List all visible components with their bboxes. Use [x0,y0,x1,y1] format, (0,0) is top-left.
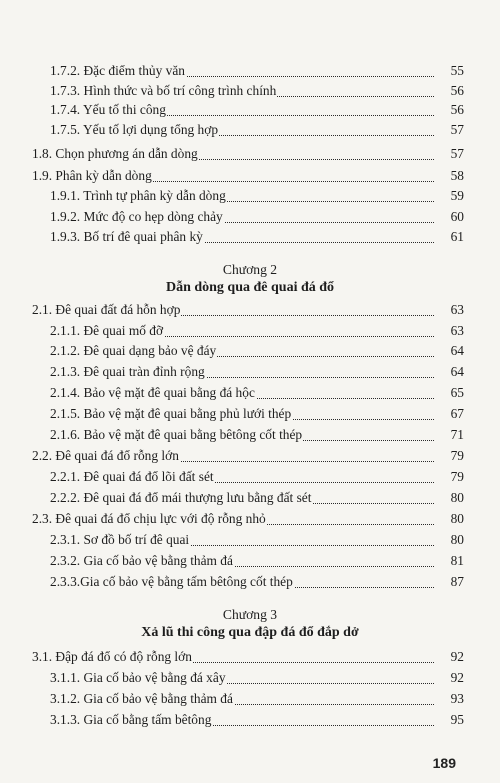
toc-entry [0,446,500,466]
toc-entry [0,404,500,424]
chapter-title: Xả lũ thi công qua đập đá đổ đắp dở [141,625,359,640]
toc-entry-page: 56 [434,81,464,101]
toc-entry-page: 57 [434,144,464,164]
toc-entry-label: 2.1.2. Đê quai dạng bảo vệ đáy [50,341,217,361]
toc-entry [0,300,500,320]
toc-entry-page: 67 [434,404,464,424]
toc-entry-label: 2.3.3.Gia cố bảo vệ bằng tấm bêtông cốt thép [50,572,294,592]
toc-entry-label: 1.9.2. Mức độ co hẹp dòng chảy [50,207,224,227]
toc-entry-label: 2.1.6. Bảo vệ mặt đê quai bằng bêtông cốt thép [50,425,303,445]
toc-entry [0,647,500,667]
toc-entry-page: 60 [434,207,464,227]
toc-entry-page: 61 [434,227,464,247]
toc-entry-page: 95 [434,710,464,730]
toc-entry [0,144,500,164]
toc-entry [0,186,500,206]
toc-entry [0,710,500,730]
toc-entry-page: 57 [434,120,464,140]
toc-entry-label: 2.3. Đê quai đá đổ chịu lực với độ rỗng nhỏ [32,509,267,529]
chapter-label: Chương 3 [222,607,278,622]
toc-entry-page: 56 [434,100,464,120]
toc-entry-label: 2.1. Đê quai đất đá hỗn hợp [32,300,181,320]
toc-entry-page: 92 [434,668,464,688]
toc-entry [0,81,500,101]
toc-entry-label: 2.2.1. Đê quai đá đổ lõi đất sét [50,467,215,487]
toc-entry-label: 2.1.4. Bảo vệ mặt đê quai bằng đá hộc [50,383,256,403]
toc-entry-label: 2.1.1. Đê quai mố đỡ [50,321,164,341]
toc-entry-label: 2.1.5. Bảo vệ mặt đê quai bằng phủ lưới thép [50,404,292,424]
toc-entry [0,120,500,140]
toc-entry-page: 92 [434,647,464,667]
toc-entry-label: 3.1.3. Gia cố bằng tấm bêtông [50,710,212,730]
toc-entry-page: 58 [434,166,464,186]
toc-entry [0,668,500,688]
toc-entry-label: 1.7.2. Đặc điểm thủy văn [50,61,186,81]
toc-entry-page: 81 [434,551,464,571]
toc-entry-page: 93 [434,689,464,709]
toc-entry-page: 63 [434,300,464,320]
toc-entry-page: 79 [434,446,464,466]
toc-entry-label: 2.1.3. Đê quai tràn đỉnh rộng [50,362,206,382]
toc-entry-label: 1.9.1. Trình tự phân kỳ dẫn dòng [50,186,227,206]
toc-entry [0,341,500,361]
toc-entry-page: 64 [434,362,464,382]
toc-entry-page: 80 [434,509,464,529]
toc-entry-label: 1.7.5. Yếu tố lợi dụng tổng hợp [50,120,219,140]
toc-entry [0,227,500,247]
toc-entry-page: 71 [434,425,464,445]
toc-entry [0,362,500,382]
toc-entry [0,572,500,592]
toc-entry-page: 64 [434,341,464,361]
toc-entry [0,509,500,529]
toc-entry-label: 1.8. Chọn phương án dẫn dòng [32,144,199,164]
toc-entry-page: 79 [434,467,464,487]
toc-entry [0,530,500,550]
toc-entry-label: 1.9. Phân kỳ dẫn dòng [32,166,153,186]
toc-entry [0,166,500,186]
toc-entry [0,383,500,403]
toc-entry [0,425,500,445]
toc-entry-label: 2.3.2. Gia cố bảo vệ bằng thảm đá [50,551,234,571]
toc-entry-label: 1.9.3. Bố trí đê quai phân kỳ [50,227,204,247]
toc-entry-label: 2.2.2. Đê quai đá đổ mái thượng lưu bằng đất sét [50,488,312,508]
toc-entry-page: 65 [434,383,464,403]
toc-entry-label: 3.1. Đập đá đổ có độ rỗng lớn [32,647,193,667]
toc-entry-page: 59 [434,186,464,206]
toc-entry-page: 87 [434,572,464,592]
toc-entry [0,467,500,487]
toc-entry-label: 1.7.4. Yếu tố thi công [50,100,167,120]
toc-entry-page: 80 [434,530,464,550]
toc-entry [0,100,500,120]
toc-entry [0,61,500,81]
toc-entry [0,207,500,227]
toc-entry-page: 63 [434,321,464,341]
toc-entry-page: 80 [434,488,464,508]
chapter-title: Dẫn dòng qua đê quai đá đổ [165,280,335,295]
toc-entry [0,321,500,341]
toc-entry-label: 1.7.3. Hình thức và bố trí công trình chính [50,81,277,101]
toc-entry-label: 3.1.1. Gia cố bảo vệ bằng đá xây [50,668,227,688]
chapter-label: Chương 2 [222,262,278,277]
toc-entry-page: 55 [434,61,464,81]
toc-entry-label: 2.2. Đê quai đá đổ rỗng lớn [32,446,180,466]
toc-entry [0,689,500,709]
toc-entry [0,488,500,508]
toc-entry [0,551,500,571]
toc-entry-label: 2.3.1. Sơ đồ bố trí đê quai [50,530,190,550]
toc-entry-label: 3.1.2. Gia cố bảo vệ bằng thảm đá [50,689,234,709]
page-number: 189 [432,755,456,771]
